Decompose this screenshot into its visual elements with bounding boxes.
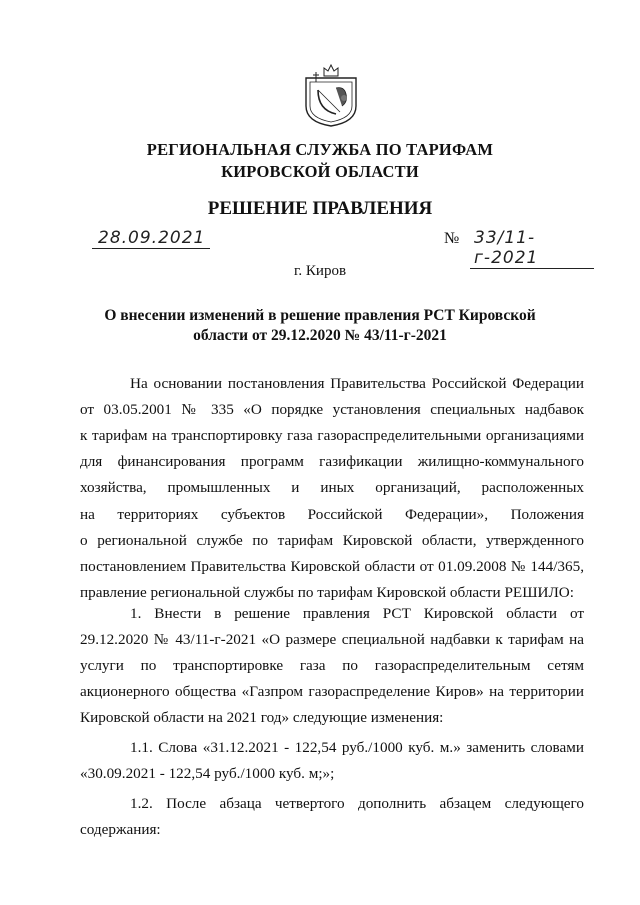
body-line: хозяйства, промышленных и иных организаций, расположенных — [80, 479, 584, 496]
body-line: к тарифам на транспортировку газа газораспределительными организациями — [80, 427, 584, 444]
body-line: 1. Внести в решение правления РСТ Кировской области от — [130, 605, 584, 622]
body-line: «30.09.2021 - 122,54 руб./1000 куб. м;»; — [80, 765, 335, 782]
body-line: правление региональной службы по тарифам Кировской области РЕШИЛО: — [80, 584, 574, 601]
body-line: акционерного общества «Газпром газораспределение Киров» на территории — [80, 683, 584, 700]
org-name-line-1: РЕГИОНАЛЬНАЯ СЛУЖБА ПО ТАРИФАМ — [146, 140, 494, 159]
body-line: от 03.05.2001 № 335 «О порядке установления специальных надбавок — [80, 401, 584, 418]
body-line: На основании постановления Правительства Российской Федерации — [130, 375, 584, 392]
body-line: Кировской области на 2021 год» следующие изменения: — [80, 709, 444, 726]
document-type-title: РЕШЕНИЕ ПРАВЛЕНИЯ — [207, 198, 433, 219]
handwritten-document-number: 33/11-г-2021 — [470, 228, 594, 269]
city-line: г. Киров — [293, 263, 347, 279]
subject-line-1: О внесении изменений в решение правления РСТ Кировской — [104, 307, 536, 324]
body-line: услуги по транспортировке газа по газораспределительным сетям — [80, 657, 584, 674]
body-line: постановлением Правительства Кировской области от 01.09.2008 № 144/365, — [80, 558, 584, 575]
subject-line-2: области от 29.12.2020 № 43/11-г-2021 — [193, 327, 447, 344]
org-name-line-2: КИРОВСКОЙ ОБЛАСТИ — [221, 162, 419, 181]
body-line: для финансирования программ газификации жилищно-коммунального — [80, 453, 584, 470]
body-line: содержания: — [80, 821, 161, 838]
body-line: на территориях субъектов Российской Федерации», Положения — [80, 506, 584, 523]
handwritten-date: 28.09.2021 — [92, 228, 210, 249]
body-line: 29.12.2020 № 43/11-г-2021 «О размере специальной надбавки к тарифам на — [80, 631, 584, 648]
body-line: 1.1. Слова «31.12.2021 - 122,54 руб./1000 куб. м.» заменить словами — [130, 739, 584, 756]
body-line: 1.2. После абзаца четвертого дополнить абзацем следующего — [130, 795, 584, 812]
number-label: № — [444, 230, 460, 247]
body-line: о региональной службе по тарифам Кировской области, утвержденного — [80, 532, 584, 549]
coat-of-arms-emblem — [300, 62, 362, 128]
